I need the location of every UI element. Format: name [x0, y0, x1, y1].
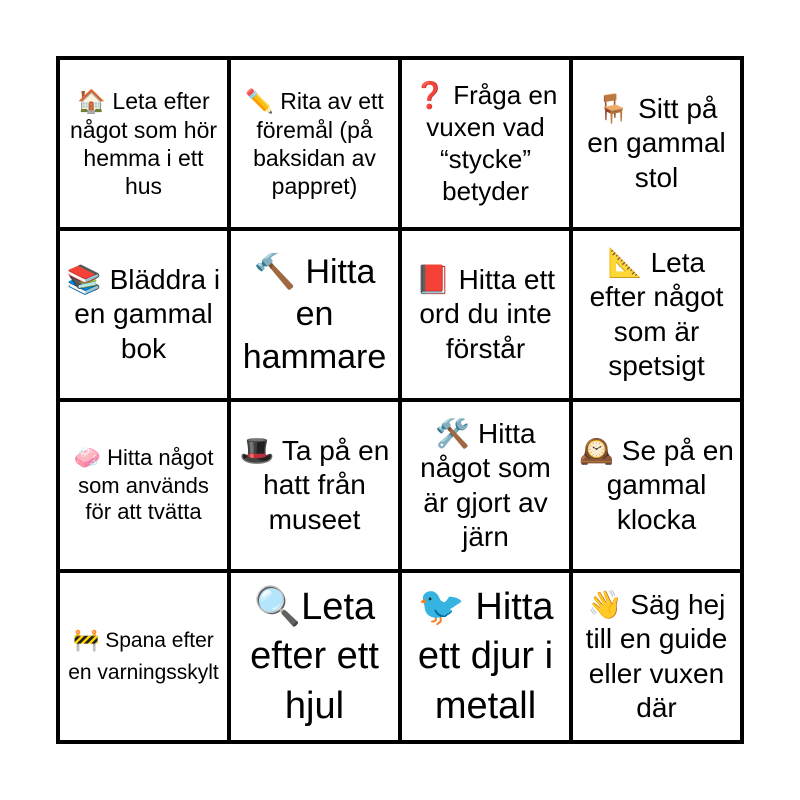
cell-label: 🕰️ Se på en gammal klocka — [579, 434, 734, 535]
pencil-icon: ✏️ — [245, 88, 274, 115]
cell-label: 📐 Leta efter något som är spetsigt — [589, 246, 724, 381]
house-icon: 🏠 — [77, 88, 107, 115]
bird-icon: 🐦 — [417, 583, 465, 628]
bingo-cell[interactable] — [400, 571, 571, 742]
red-book-icon: 📕 — [415, 263, 451, 297]
bingo-cell[interactable] — [229, 58, 400, 229]
cell-label: 🛠️ Hitta något som är gjort av järn — [420, 417, 551, 552]
bingo-cell[interactable] — [571, 58, 742, 229]
mantel-clock-icon: 🕰️ — [579, 434, 614, 468]
chair-icon: 🪑 — [595, 92, 631, 126]
bingo-cell[interactable] — [571, 400, 742, 571]
soap-icon: 🧼 — [73, 445, 101, 471]
cell-label: 📕 Hitta ett ord du inte förstår — [415, 263, 556, 364]
bingo-board — [56, 56, 744, 744]
bingo-cell[interactable] — [571, 229, 742, 400]
bingo-cell[interactable] — [229, 571, 400, 742]
magnifying-glass-icon: 🔍 — [253, 583, 302, 628]
triangle-ruler-icon: 📐 — [607, 246, 643, 280]
question-mark-icon: ❓ — [413, 80, 447, 111]
bingo-cell[interactable] — [58, 571, 229, 742]
bingo-cell[interactable] — [400, 400, 571, 571]
bingo-cell[interactable] — [571, 571, 742, 742]
cell-label: 🚧 Spana efter en varningsskylt — [68, 628, 219, 684]
cell-label: 🎩 Ta på en hatt från museet — [239, 434, 390, 535]
cell-label: 🧼 Hitta något som används för att tvätta — [73, 444, 214, 525]
cell-label: 🔨 Hitta en hammare — [242, 251, 387, 376]
bingo-cell[interactable] — [400, 229, 571, 400]
bingo-cell[interactable] — [229, 400, 400, 571]
cell-label: 📚 Bläddra i en gammal bok — [66, 263, 221, 364]
bingo-cell[interactable] — [229, 229, 400, 400]
cell-label: ❓ Fråga en vuxen vad “stycke” betyder — [413, 79, 558, 206]
waving-hand-icon: 👋 — [587, 588, 623, 622]
cell-label: 🏠 Leta efter något som hör hemma i ett hus — [69, 87, 218, 200]
construction-barrier-icon: 🚧 — [73, 628, 100, 652]
cell-label: 👋 Säg hej till en guide eller vuxen där — [585, 588, 728, 723]
cell-label: 🪑 Sitt på en gammal stol — [587, 92, 726, 193]
books-icon: 📚 — [66, 263, 102, 297]
top-hat-icon: 🎩 — [239, 434, 275, 468]
cell-label: 🔍Leta efter ett hjul — [250, 583, 379, 727]
bingo-cell[interactable] — [58, 229, 229, 400]
tools-icon: 🛠️ — [435, 417, 471, 451]
bingo-cell[interactable] — [400, 58, 571, 229]
hammer-icon: 🔨 — [253, 251, 296, 292]
cell-label: 🐦 Hitta ett djur i metall — [417, 583, 554, 727]
bingo-cell[interactable] — [58, 400, 229, 571]
bingo-cell[interactable] — [58, 58, 229, 229]
cell-label: ✏️ Rita av ett föremål (på baksidan av pappret) — [245, 87, 384, 200]
